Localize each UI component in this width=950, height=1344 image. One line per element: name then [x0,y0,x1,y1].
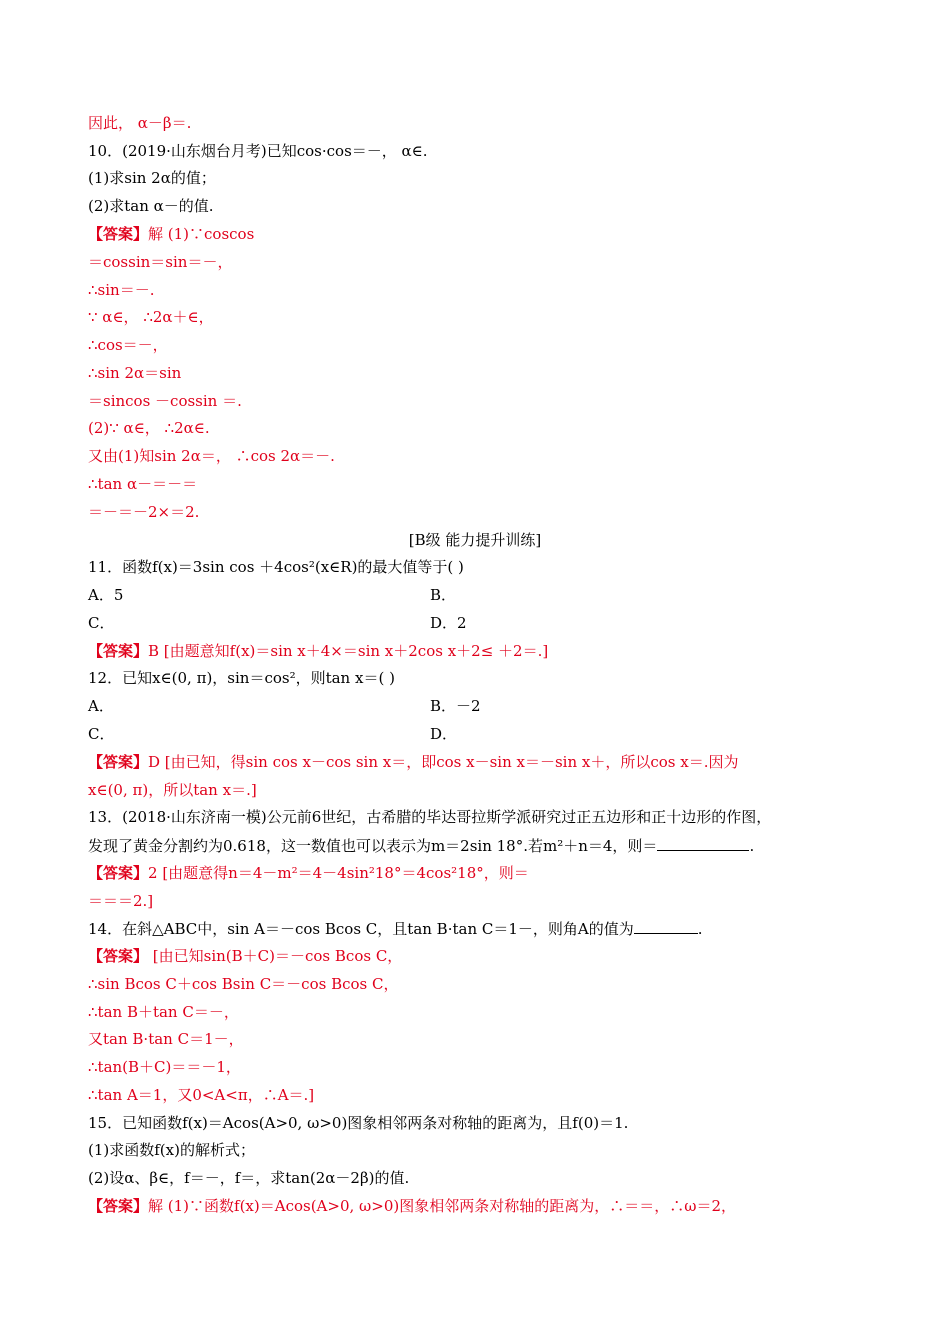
option-row: C． D．2 [88,614,467,632]
option-row: A． B．－2 [88,697,481,715]
answer-label: 【答案】 [88,864,149,882]
text-line: ＝－＝－2×＝2. [88,503,200,521]
text-line: 发现了黄金分割约为0.618，这一数值也可以表示为m＝2sin 18°.若m²＋n＝4，则＝ . [88,837,755,855]
text-line: ∴tan(B＋C)＝＝－1， [88,1058,241,1076]
text-line: (1)求sin 2α的值； [88,169,216,187]
answer-blank[interactable] [634,918,698,934]
answer-13: 【答案】2 [由题意得n＝4－m²＝4－4sin²18°＝4cos²18°，则＝ [88,864,529,882]
answer-label: 【答案】 [88,753,149,771]
text-line: ＝sincos －cossin ＝. [88,392,242,410]
text-line: (2)设α、β∈，f＝－，f＝，求tan(2α－2β)的值. [88,1169,410,1187]
text-line: ∴sin Bcos C＋cos Bsin C＝－cos Bcos C， [88,975,399,993]
answer-blank[interactable] [657,835,749,851]
answer-15: 【答案】解 (1)∵函数f(x)＝Acos(A>0, ω>0)图象相邻两条对称轴的距离为，∴＝＝，∴ω＝2， [88,1197,737,1215]
text-line: ∴sin 2α＝sin [88,364,182,382]
text-line: x∈(0, π)，所以tan x＝.] [88,781,257,799]
text-line: ∴cos＝－， [88,336,168,354]
text-line: (2)求tan α－的值. [88,197,214,215]
question-11: 11．函数f(x)＝3sin cos ＋4cos²(x∈R)的最大值等于( ) [88,558,464,576]
question-15: 15．已知函数f(x)＝Acos(A>0, ω>0)图象相邻两条对称轴的距离为，且f(0)＝1. [88,1114,629,1132]
text-line: ∴tan A＝1，又0<A<π，∴A＝.] [88,1086,315,1104]
answer-label: 【答案】 [88,225,149,243]
answer-label: 【答案】 [88,642,149,660]
answer-label: 【答案】 [88,1197,149,1215]
text-line: ∵ α∈， ∴2α＋∈， [88,308,214,326]
section-heading: [B级 能力提升训练] [408,531,542,549]
question-12: 12．已知x∈(0, π)，sin＝cos²，则tan x＝( ) [88,669,395,687]
text-line: ∴tan α－＝－＝ [88,475,198,493]
answer-14: 【答案】 [由已知sin(B＋C)＝－cos Bcos C， [88,947,403,965]
text-line: 因此， α－β＝. [88,114,192,132]
text-line: ∴tan B＋tan C＝－， [88,1003,239,1021]
option-row: A．5 B． [88,586,457,604]
text-line: (1)求函数f(x)的解析式； [88,1141,255,1159]
text-line: (2)∵ α∈， ∴2α∈. [88,419,210,437]
answer-11: 【答案】B [由题意知f(x)＝sin x＋4×＝sin x＋2cos x＋2≤ ＋2＝.] [88,642,549,660]
text-line: ∴sin＝－. [88,281,155,299]
question-10: 10．(2019·山东烟台月考)已知cos·cos＝－， α∈. [88,142,428,160]
text-line: ＝＝＝2.] [88,892,154,910]
answer-10: 【答案】解 (1)∵coscos [88,225,255,243]
question-14: 14．在斜△ABC中，sin A＝－cos Bcos C，且tan B·tan C＝1－，则角A的值为 . [88,920,703,938]
text-line: 又由(1)知sin 2α＝， ∴cos 2α＝－. [88,447,335,465]
answer-label: 【答案】 [88,947,149,965]
text-line: ＝cossin＝sin＝－， [88,253,233,271]
text-line: 又tan B·tan C＝1－， [88,1030,244,1048]
question-13: 13．(2018·山东济南一模)公元前6世纪，古希腊的毕达哥拉斯学派研究过正五边形和正十边形的作图， [88,808,772,826]
answer-12: 【答案】D [由已知，得sin cos x－cos sin x＝，即cos x－sin x＝－sin x＋，所以cos x＝.因为 [88,753,739,771]
option-row: C． D． [88,725,458,743]
